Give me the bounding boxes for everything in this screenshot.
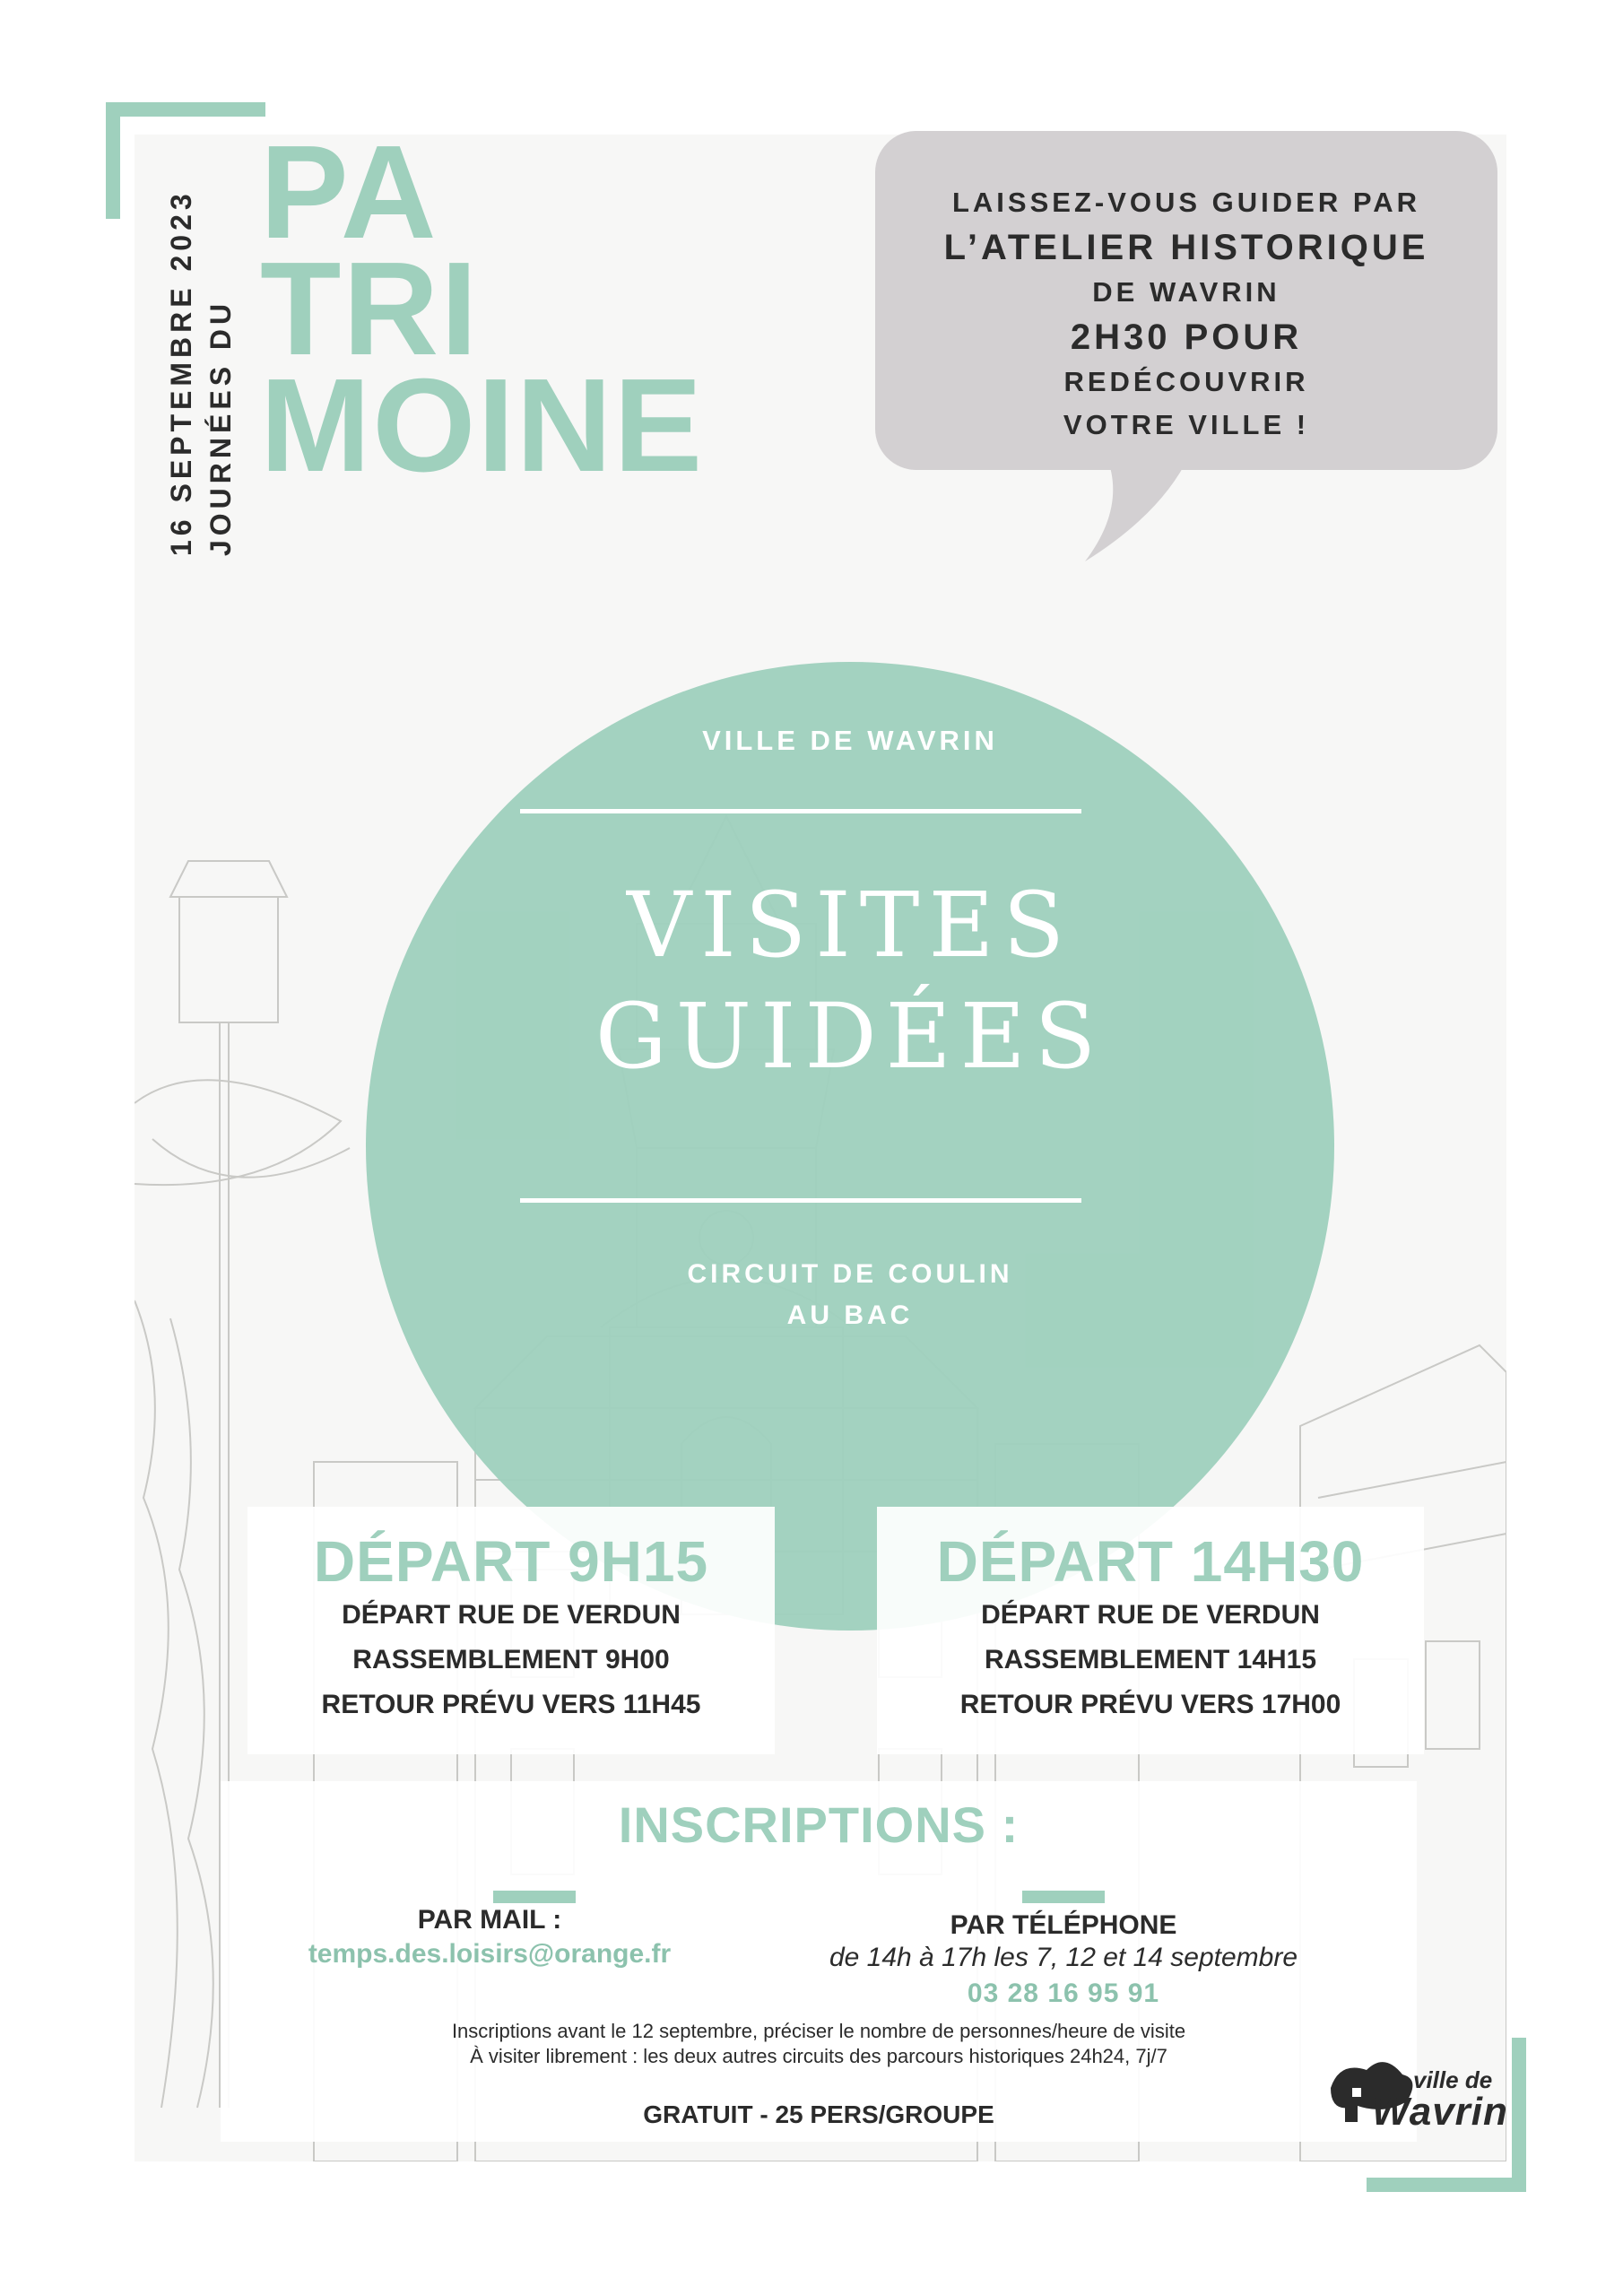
session-line: RASSEMBLEMENT 14H15: [984, 1645, 1317, 1674]
mail-label: PAR MAIL :: [417, 1905, 562, 1935]
session-line: DÉPART RUE DE VERDUN: [981, 1600, 1320, 1630]
inscriptions-panel: [221, 1781, 1417, 2142]
session-heading: DÉPART 14H30: [936, 1529, 1365, 1594]
session-line: RASSEMBLEMENT 9H00: [352, 1645, 670, 1674]
main-title-line: VISITES: [627, 873, 1073, 978]
circuit-line: CIRCUIT DE COULIN: [687, 1259, 1013, 1289]
title-circle: [366, 662, 1334, 1631]
session-line: DÉPART RUE DE VERDUN: [342, 1600, 681, 1630]
bubble-line: REDÉCOUVRIR: [1063, 366, 1309, 397]
circuit-name: [366, 1254, 1334, 1336]
phone-hours: de 14h à 17h les 7, 12 et 14 septembre: [829, 1943, 1298, 1972]
divider-bottom: [520, 1198, 1081, 1203]
logo-text-bottom: Wavrin: [1372, 2090, 1508, 2134]
vertical-date-block: [161, 161, 260, 556]
event-date: 16 SEPTEMBRE 2023: [165, 189, 197, 556]
divider-top: [520, 809, 1081, 813]
mail-accent-bar: [493, 1891, 576, 1903]
phone-number-link[interactable]: 03 28 16 95 91: [967, 1979, 1160, 2008]
corner-bracket-top-left: [106, 102, 265, 117]
session-morning: [247, 1507, 775, 1754]
title-line: TRI: [260, 235, 480, 383]
bubble-line: VOTRE VILLE !: [1063, 409, 1310, 440]
bubble-line: DE WAVRIN: [1092, 276, 1280, 308]
event-name-prefix: JOURNÉES DU: [204, 299, 237, 556]
corner-bracket-bottom-right: [1367, 2178, 1526, 2192]
phone-label: PAR TÉLÉPHONE: [950, 1910, 1177, 1940]
session-afternoon: [877, 1507, 1424, 1754]
bubble-line: LAISSEZ-VOUS GUIDER PAR: [951, 187, 1421, 218]
circuit-line: AU BAC: [786, 1300, 914, 1330]
registration-note: Inscriptions avant le 12 septembre, préciser le nombre de personnes/heure de visite: [451, 2020, 1186, 2042]
bubble-line: 2H30 POUR: [1070, 317, 1303, 357]
phone-accent-bar: [1022, 1891, 1105, 1903]
patrimoine-title: [260, 118, 705, 500]
session-line: RETOUR PRÉVU VERS 11H45: [321, 1690, 701, 1719]
main-title-line: GUIDÉES: [595, 984, 1106, 1089]
title-line: MOINE: [260, 352, 705, 500]
inscriptions-title: INSCRIPTIONS :: [618, 1796, 1020, 1853]
session-heading: DÉPART 9H15: [313, 1529, 709, 1594]
visites-guidees-title: [366, 870, 1334, 1092]
corner-bracket-top-left-vertical: [106, 102, 120, 219]
title-line: PA: [260, 118, 438, 266]
session-line: RETOUR PRÉVU VERS 17H00: [959, 1690, 1341, 1719]
logo-text-top: ville de: [1413, 2066, 1493, 2093]
speech-bubble: [875, 131, 1497, 470]
town-label: VILLE DE WAVRIN: [702, 725, 998, 756]
bubble-line: L’ATELIER HISTORIQUE: [943, 228, 1429, 267]
corner-bracket-bottom-right-vertical: [1512, 2038, 1526, 2192]
free-visit-note: À visiter librement : les deux autres circuits des parcours historiques 24h24, 7j/7: [470, 2045, 1167, 2067]
mail-address-link[interactable]: temps.des.loisirs@orange.fr: [308, 1939, 672, 1969]
price-group-size: GRATUIT - 25 PERS/GROUPE: [643, 2100, 994, 2128]
speech-bubble-text: [875, 181, 1497, 447]
